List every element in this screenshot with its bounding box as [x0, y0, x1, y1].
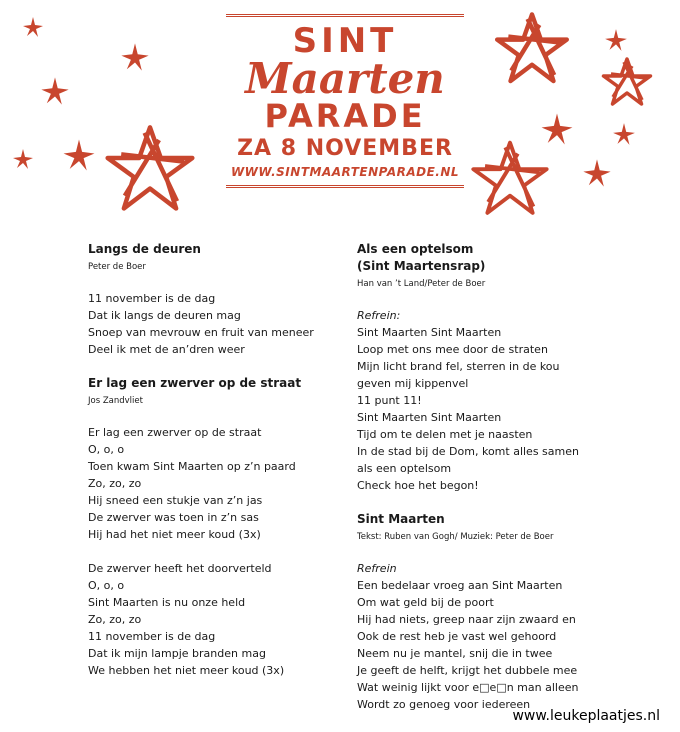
lyric-line: Zo, zo, zo: [88, 613, 142, 626]
lyric-line: Sint Maarten Sint Maarten: [357, 326, 502, 339]
lyric-line: Zo, zo, zo: [88, 477, 142, 490]
lyric-line: Snoep van mevrouw en fruit van meneer: [88, 326, 314, 339]
logo-date: ZA 8 NOVEMBER: [237, 136, 453, 161]
lyric-line: Hij had het niet meer koud (3x): [88, 528, 261, 541]
lyric-line: Hij sneed een stukje van z’n jas: [88, 494, 263, 507]
logo-url: WWW.SINTMAARTENPARADE.NL: [230, 165, 460, 179]
lyric-line: Je geeft de helft, krijgt het dubbele mee: [357, 664, 578, 677]
left-column: [88, 241, 388, 679]
sint-maarten-parade-logo: [220, 14, 470, 216]
lyric-line: Toen kwam Sint Maarten op z’n paard: [88, 460, 296, 473]
logo-divider: [226, 14, 464, 17]
lyric-line: Wat weinig lijkt voor e□e□n man alleen: [357, 681, 579, 694]
right-column: [357, 241, 657, 713]
song-title: Langs de deuren: [88, 242, 201, 256]
lyric-line: Mijn licht brand fel, sterren in de kou: [357, 360, 560, 373]
lyric-line: Neem nu je mantel, snij die in twee: [357, 647, 553, 660]
star-icon: [62, 138, 96, 172]
star-icon: [604, 28, 628, 52]
song-credit: Jos Zandvliet: [88, 396, 143, 406]
header-banner: [0, 0, 680, 225]
refrein-label: Refrein: [357, 562, 397, 575]
lyric-line: Dat ik langs de deuren mag: [88, 309, 241, 322]
star-icon: [12, 148, 34, 170]
song-subtitle: (Sint Maartensrap): [357, 259, 486, 273]
song-title: Als een optelsom: [357, 242, 474, 256]
lyric-line: Check hoe het begon!: [357, 479, 479, 492]
lyric-line: als een optelsom: [357, 462, 452, 475]
lyric-line: Er lag een zwerver op de straat: [88, 426, 262, 439]
lyric-line: De zwerver heeft het doorverteld: [88, 562, 272, 575]
lyric-line: We hebben het niet meer koud (3x): [88, 664, 285, 677]
lyric-line: 11 november is de dag: [88, 292, 216, 305]
lyric-line: Om wat geld bij de poort: [357, 596, 494, 609]
star-outline-icon: [492, 10, 572, 84]
lyric-line: Een bedelaar vroeg aan Sint Maarten: [357, 579, 563, 592]
refrein-label: Refrein:: [357, 309, 401, 322]
lyric-line: Loop met ons mee door de straten: [357, 343, 548, 356]
lyric-line: O, o, o: [88, 443, 125, 456]
lyric-line: Tijd om te delen met je naasten: [357, 428, 533, 441]
lyric-line: Ook de rest heb je vast wel gehoord: [357, 630, 557, 643]
star-icon: [120, 42, 150, 72]
song-title: Sint Maarten: [357, 512, 445, 526]
song-credit: Han van ’t Land/Peter de Boer: [357, 279, 486, 289]
star-icon: [40, 76, 70, 106]
lyric-line: O, o, o: [88, 579, 125, 592]
lyric-line: 11 punt 11!: [357, 394, 422, 407]
lyric-line: Deel ik met de an’dren weer: [88, 343, 245, 356]
lyric-line: Sint Maarten is nu onze held: [88, 596, 246, 609]
lyric-line: Wordt zo genoeg voor iedereen: [357, 698, 531, 711]
star-outline-icon: [598, 56, 656, 106]
logo-divider: [226, 185, 464, 188]
song-title: Er lag een zwerver op de straat: [88, 376, 302, 390]
lyric-line: Dat ik mijn lampje branden mag: [88, 647, 266, 660]
song-credit: Peter de Boer: [88, 262, 146, 272]
lyric-line: Hij had niets, greep naar zijn zwaard en: [357, 613, 576, 626]
lyric-line: In de stad bij de Dom, komt alles samen: [357, 445, 579, 458]
logo-line-parade: PARADE: [264, 97, 426, 135]
star-icon: [582, 158, 612, 188]
lyric-line: geven mij kippenvel: [357, 377, 469, 390]
star-icon: [22, 16, 44, 38]
lyric-line: 11 november is de dag: [88, 630, 216, 643]
lyric-line: Sint Maarten Sint Maarten: [357, 411, 502, 424]
star-icon: [612, 122, 636, 146]
song-credit: Tekst: Ruben van Gogh/ Muziek: Peter de Boer: [357, 532, 554, 542]
star-outline-icon: [464, 138, 556, 216]
logo-line-sint: SINT: [292, 21, 398, 61]
watermark-url: www.leukeplaatjes.nl: [512, 708, 660, 724]
lyric-line: De zwerver was toen in z’n sas: [88, 511, 259, 524]
logo-line-maarten: Maarten: [245, 54, 445, 103]
star-outline-icon: [104, 122, 196, 212]
